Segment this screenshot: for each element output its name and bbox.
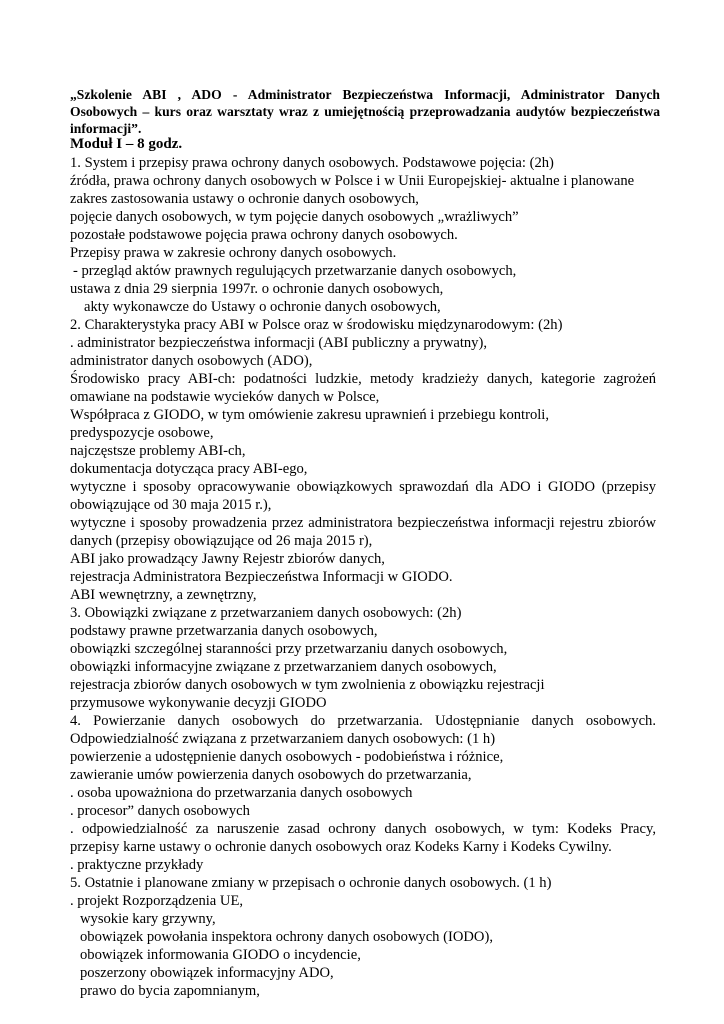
body-paragraph: wytyczne i sposoby prowadzenia przez administratora bezpieczeństwa informacji rejestru zbiorów danych (przepisy obowiązujące od 26 maja 2015 r), bbox=[70, 515, 656, 549]
body-line: pozostałe podstawowe pojęcia prawa ochrony danych osobowych. bbox=[70, 227, 458, 243]
body-line: Przepisy prawa w zakresie ochrony danych osobowych. bbox=[70, 245, 397, 261]
module-heading: Moduł I – 8 godz. bbox=[70, 136, 183, 152]
body-line: . procesor” danych osobowych bbox=[70, 803, 250, 819]
body-line: Współpraca z GIODO, w tym omówienie zakresu uprawnień i przebiegu kontroli, bbox=[70, 407, 550, 423]
body-line: ABI jako prowadzący Jawny Rejestr zbiorów danych, bbox=[70, 551, 385, 567]
body-line: prawo do bycia zapomnianym, bbox=[80, 983, 260, 999]
section-heading: 3. Obowiązki związane z przetwarzaniem danych osobowych: (2h) bbox=[70, 605, 462, 621]
body-line: . projekt Rozporządzenia UE, bbox=[70, 893, 244, 909]
body-line: pojęcie danych osobowych, w tym pojęcie danych osobowych „wrażliwych” bbox=[70, 209, 519, 225]
body-line: zakres zastosowania ustawy o ochronie danych osobowych, bbox=[70, 191, 419, 207]
document-title: „Szkolenie ABI , ADO - Administrator Bezpieczeństwa Informacji, Administrator Danych Osobowych – kurs oraz warsztaty wraz z umiejętnością przeprowadzania audytów bezpieczeństwa informacji”. bbox=[70, 87, 660, 136]
body-line: . praktyczne przykłady bbox=[70, 857, 204, 873]
document-body bbox=[70, 154, 656, 1000]
body-line: powierzenie a udostępnienie danych osobowych - podobieństwa i różnice, bbox=[70, 749, 504, 765]
section-heading: 4. Powierzanie danych osobowych do przetwarzania. Udostępnianie danych osobowych. Odpowiedzialność związana z przetwarzaniem danych osobowych: (1 h) bbox=[70, 713, 656, 747]
body-line: wysokie kary grzywny, bbox=[80, 911, 216, 927]
body-line: rejestracja zbiorów danych osobowych w tym zwolnienia z obowiązku rejestracji bbox=[70, 677, 545, 693]
body-line: akty wykonawcze do Ustawy o ochronie danych osobowych, bbox=[84, 299, 441, 315]
body-line: predyspozycje osobowe, bbox=[70, 425, 214, 441]
body-paragraph: . odpowiedzialność za naruszenie zasad ochrony danych osobowych, w tym: Kodeks Pracy, przepisy karne ustawy o ochronie danych osobowych oraz Kodeks Karny i Kodeks Cywilny. bbox=[70, 821, 656, 855]
body-line: ABI wewnętrzny, a zewnętrzny, bbox=[70, 587, 257, 603]
body-line: administrator danych osobowych (ADO), bbox=[70, 353, 313, 369]
body-line: podstawy prawne przetwarzania danych osobowych, bbox=[70, 623, 378, 639]
body-paragraph: wytyczne i sposoby opracowywanie obowiązkowych sprawozdań dla ADO i GIODO (przepisy obowiązujące od 30 maja 2015 r.), bbox=[70, 479, 656, 513]
body-line: dokumentacja dotycząca pracy ABI-ego, bbox=[70, 461, 308, 477]
body-line: ustawa z dnia 29 sierpnia 1997r. o ochronie danych osobowych, bbox=[70, 281, 444, 297]
body-paragraph: Środowisko pracy ABI-ch: podatności ludzkie, metody kradzieży danych, kategorie zagrożeń omawiane na podstawie wycieków danych w Polsce, bbox=[70, 371, 656, 405]
body-line: - przegląd aktów prawnych regulujących przetwarzanie danych osobowych, bbox=[73, 263, 517, 279]
body-line: . administrator bezpieczeństwa informacji (ABI publiczny a prywatny), bbox=[70, 335, 487, 351]
section-heading: 5. Ostatnie i planowane zmiany w przepisach o ochronie danych osobowych. (1 h) bbox=[70, 875, 552, 891]
section-heading: 2. Charakterystyka pracy ABI w Polsce oraz w środowisku międzynarodowym: (2h) bbox=[70, 317, 563, 333]
body-line: obowiązek powołania inspektora ochrony danych osobowych (IODO), bbox=[80, 929, 493, 945]
body-line: . osoba upoważniona do przetwarzania danych osobowych bbox=[70, 785, 413, 801]
body-line: najczęstsze problemy ABI-ch, bbox=[70, 443, 246, 459]
body-line: przymusowe wykonywanie decyzji GIODO bbox=[70, 695, 327, 711]
body-line: obowiązek informowania GIODO o incydencie, bbox=[80, 947, 361, 963]
body-line: zawieranie umów powierzenia danych osobowych do przetwarzania, bbox=[70, 767, 472, 783]
body-line: źródła, prawa ochrony danych osobowych w Polsce i w Unii Europejskiej- aktualne i planowane bbox=[70, 173, 635, 189]
body-line: obowiązki informacyjne związane z przetwarzaniem danych osobowych, bbox=[70, 659, 497, 675]
body-line: rejestracja Administratora Bezpieczeństwa Informacji w GIODO. bbox=[70, 569, 453, 585]
section-heading: 1. System i przepisy prawa ochrony danych osobowych. Podstawowe pojęcia: (2h) bbox=[70, 155, 554, 171]
body-line: obowiązki szczególnej staranności przy przetwarzaniu danych osobowych, bbox=[70, 641, 508, 657]
body-line: poszerzony obowiązek informacyjny ADO, bbox=[80, 965, 334, 981]
